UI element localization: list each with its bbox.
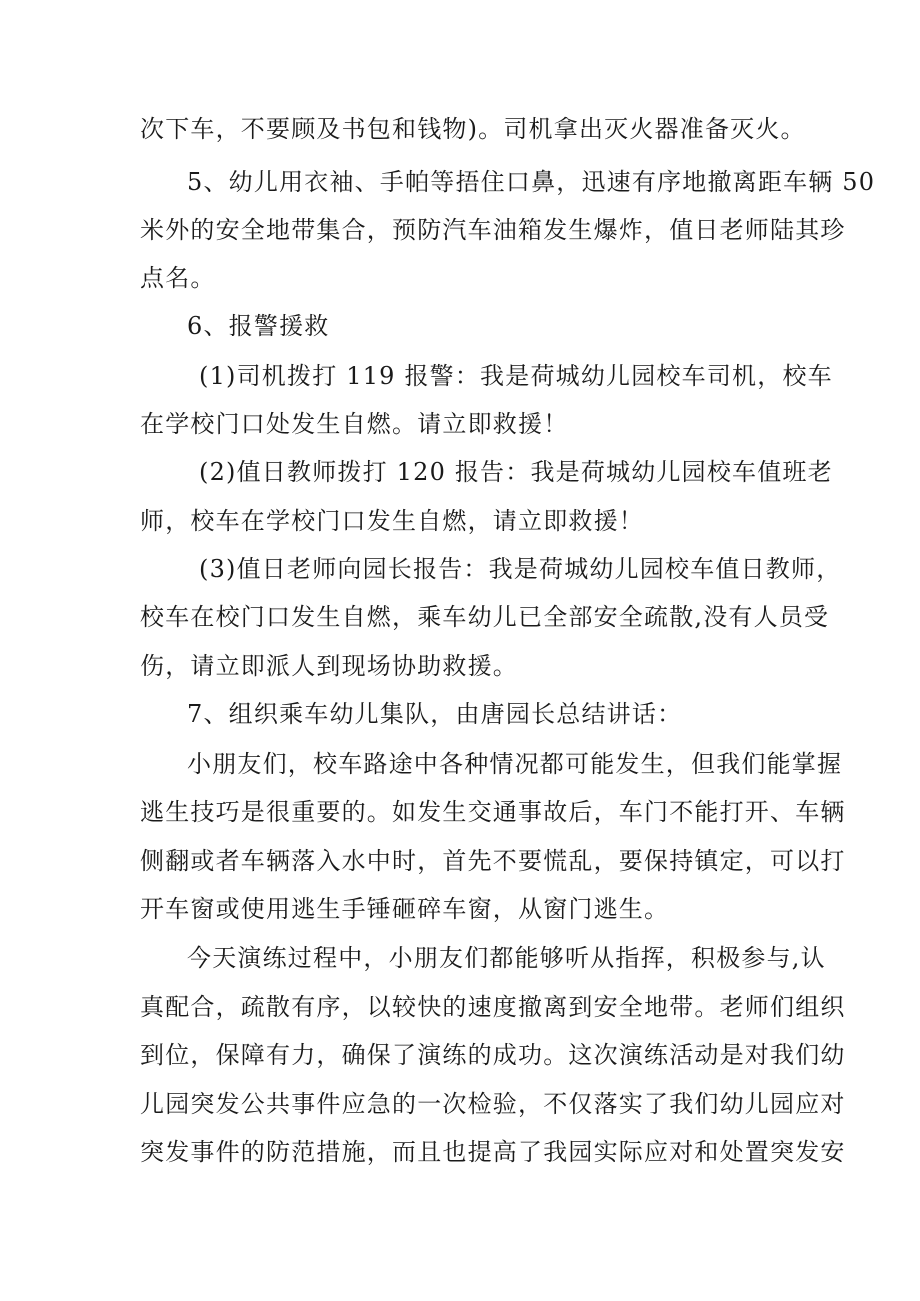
text-line: 开车窗或使用逃生手锤砸碎车窗，从窗门逃生。: [140, 895, 670, 923]
text-line: 突发事件的防范措施，而且也提高了我园实际应对和处置突发安: [140, 1138, 846, 1166]
text-line: 校车在校门口发生自燃，乘车幼儿已全部安全疏散,没有人员受: [140, 603, 830, 631]
text-line: 侧翻或者车辆落入水中时，首先不要慌乱，要保持镇定，可以打: [140, 847, 846, 875]
text-line: 伤，请立即派人到现场协助救援。: [140, 652, 518, 680]
text-line: (3)值日老师向园长报告：我是荷城幼儿园校车值日教师，: [199, 555, 842, 583]
text-line: 点名。: [140, 264, 216, 292]
text-line: (2)值日教师拨打 120 报告：我是荷城幼儿园校车值班老: [199, 458, 833, 486]
text-line: 7、组织乘车幼儿集队，由唐园长总结讲话：: [187, 700, 683, 728]
text-line: 今天演练过程中，小朋友们都能够听从指挥，积极参与,认: [187, 944, 826, 972]
text-line: 在学校门口处发生自燃。请立即救援！: [140, 410, 569, 438]
text-line: 到位，保障有力，确保了演练的成功。这次演练活动是对我们幼: [140, 1041, 846, 1069]
text-line: 米外的安全地带集合，预防汽车油箱发生爆炸，值日老师陆其珍: [140, 216, 846, 244]
text-line: (1)司机拨打 119 报警：我是荷城幼儿园校车司机，校车: [199, 362, 833, 390]
text-line: 师，校车在学校门口发生自燃，请立即救援！: [140, 507, 644, 535]
text-line: 逃生技巧是很重要的。如发生交通事故后，车门不能打开、车辆: [140, 798, 846, 826]
text-line: 儿园突发公共事件应急的一次检验，不仅落实了我们幼儿园应对: [140, 1090, 846, 1118]
text-line: 小朋友们，校车路途中各种情况都可能发生，但我们能掌握: [187, 750, 843, 778]
text-line: 次下车，不要顾及书包和钱物)。司机拿出灭火器准备灭火。: [140, 115, 806, 143]
text-line: 真配合，疏散有序，以较快的速度撤离到安全地带。老师们组织: [140, 993, 846, 1021]
text-line: 6、报警援救: [187, 312, 330, 340]
text-line: 5、幼儿用衣袖、手帕等捂住口鼻，迅速有序地撤离距车辆 50: [187, 168, 876, 196]
